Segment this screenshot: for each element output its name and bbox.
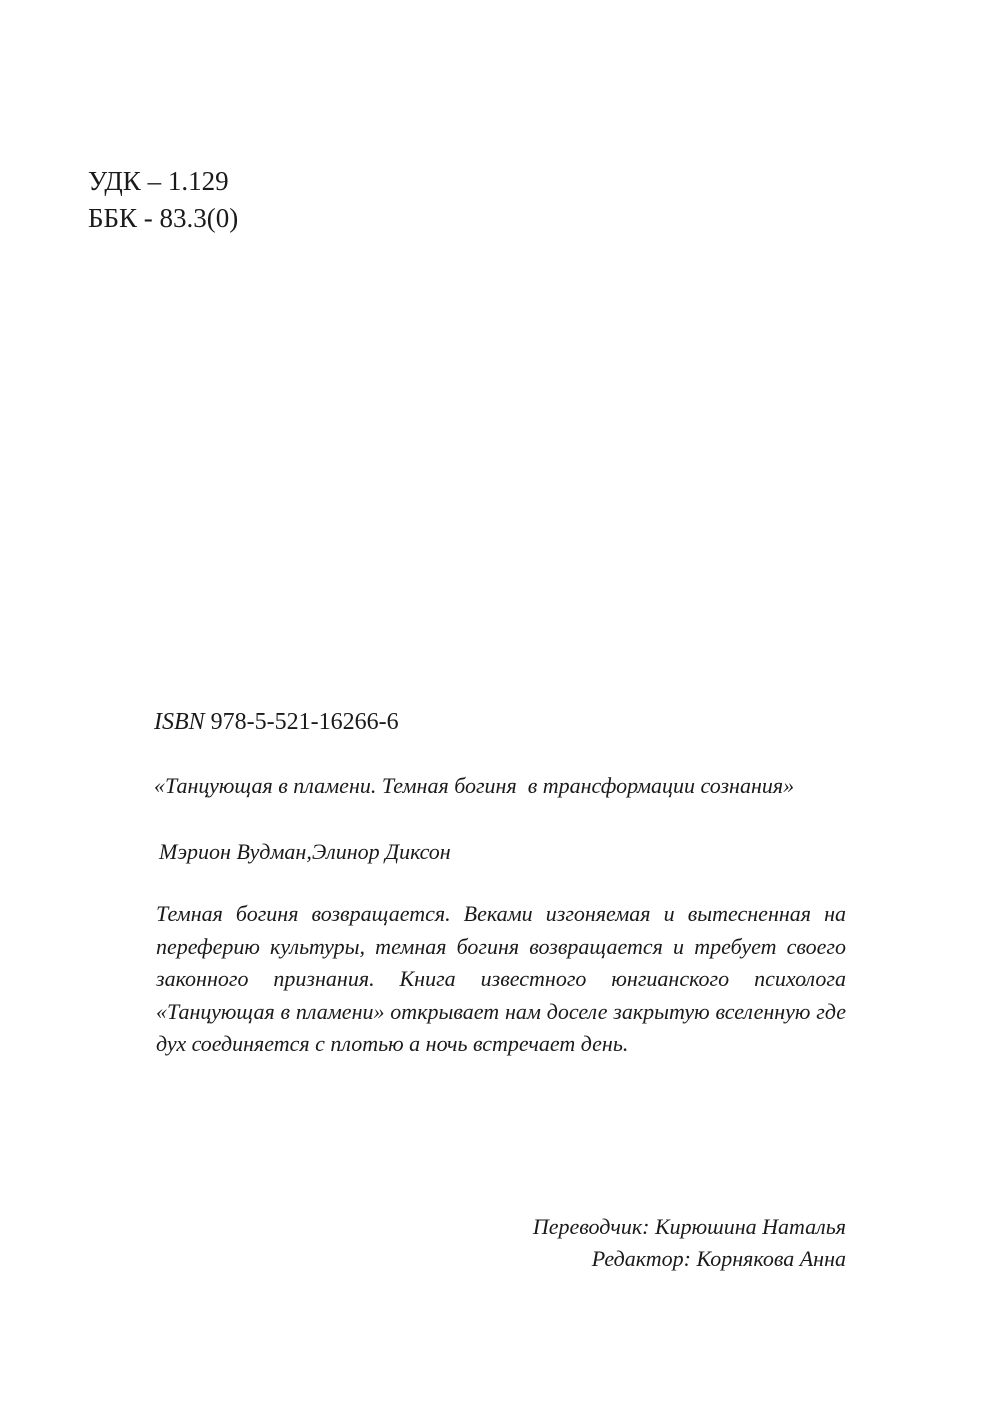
credits bbox=[533, 1211, 846, 1275]
bbk-code: ББК - 83.3(0) bbox=[88, 203, 239, 233]
isbn-number: 978-5-521-16266-6 bbox=[210, 709, 399, 735]
book-title: «Танцующая в пламени. Темная богиня в трансформации сознания» bbox=[154, 773, 795, 798]
editor-credit: Редактор: Корнякова Анна bbox=[591, 1246, 846, 1271]
translator-credit: Переводчик: Кирюшина Наталья bbox=[532, 1214, 846, 1239]
book-annotation: Темная богиня возвращается. Веками изгоняемая и вытесненная на переферию культуры, темная богиня возвращается и требует своего законного признания. Книга известного юнгианского психолога «Танцующая в пламени» открывает нам доселе закрытую вселенную где дух соединяется с плотью а ночь встречает день. bbox=[156, 901, 846, 1056]
udk-code: УДК – 1.129 bbox=[88, 166, 229, 196]
book-authors: Мэрион Вудман,Элинор Диксон bbox=[159, 839, 451, 864]
isbn-line bbox=[154, 706, 399, 738]
isbn-label: ISBN bbox=[154, 709, 205, 735]
classification-codes bbox=[88, 163, 238, 237]
